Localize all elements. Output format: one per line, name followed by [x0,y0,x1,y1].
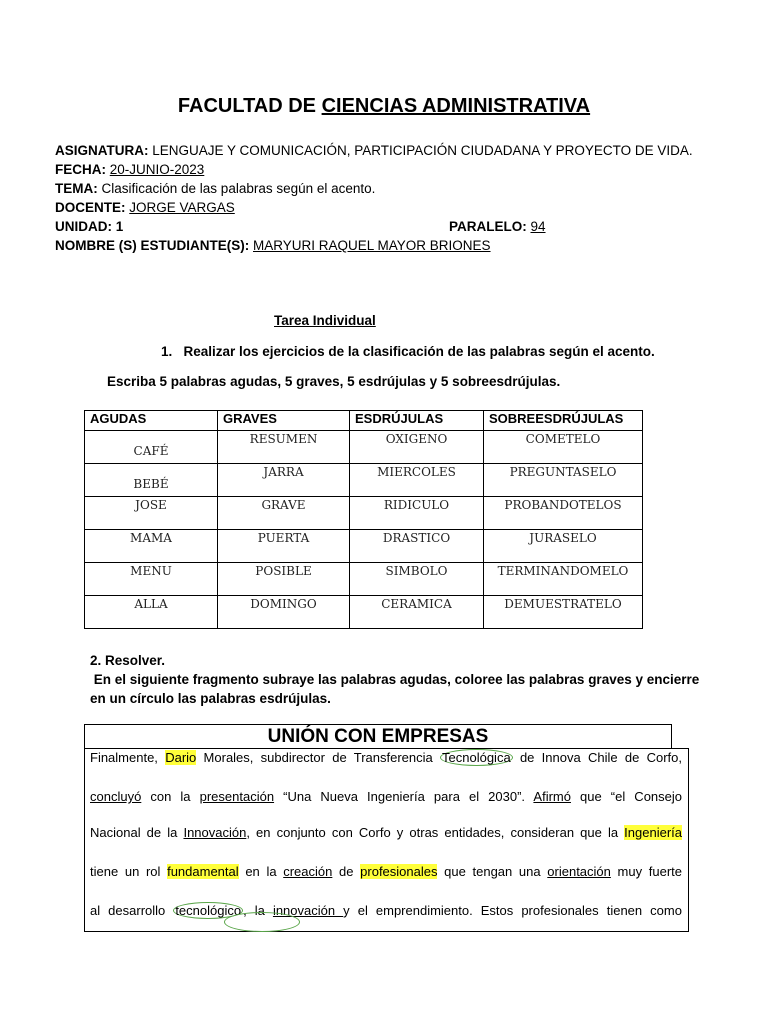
page-title [0,95,768,118]
table-row [85,563,643,596]
tema-line [55,179,375,198]
text-run: de Innova Chile de Corfo, [512,750,682,765]
cell-word: PUERTA [257,531,310,545]
cell-word: OXIGENO [385,432,448,446]
text-run: muy fuerte [610,864,683,879]
table-cell [484,464,643,497]
underlined-word: innovación [272,903,344,918]
cell-word: DRASTICO [382,531,451,545]
cell-word: PREGUNTASELO [509,465,617,479]
cell-word: MENU [130,564,172,578]
table-cell [85,497,218,530]
section2-line1: En el siguiente fragmento subraye las palabras agudas, coloree las palabras graves y encierre [90,672,700,687]
table-cell [484,563,643,596]
table-cell [484,596,643,629]
text-run: que tengan una [437,864,548,879]
fecha-value: 20-JUNIO-2023 [109,162,205,177]
underlined-word: creación [283,864,333,879]
asignatura-label: ASIGNATURA: [55,143,149,158]
text-run: que “el Consejo [570,789,683,804]
header-agudas: AGUDAS [85,411,218,431]
header-graves: GRAVES [218,411,350,431]
table-row [85,431,643,464]
text-run: “Una Nueva Ingeniería para el 2030”. [274,789,534,804]
table-cell [85,530,218,563]
text-run: Finalmente, [90,750,166,765]
paralelo-label: PARALELO: [449,219,531,234]
task-instruction: Escriba 5 palabras agudas, 5 graves, 5 esdrújulas y 5 sobreesdrújulas. [107,374,561,389]
header-esdrujulas: ESDRÚJULAS [350,411,484,431]
section2-line2: en un círculo las palabras esdrújulas. [90,691,331,706]
cell-word: MAMA [130,531,172,545]
table-cell [85,464,218,497]
asignatura-value: LENGUAJE Y COMUNICACIÓN, PARTICIPACIÓN CIUDADANA Y PROYECTO DE VIDA. [148,143,693,158]
text-run: y el emprendimiento. Estos profesionales tienen como [343,903,682,918]
docente-value: JORGE VARGAS [129,200,235,215]
table-row [85,497,643,530]
tema-value: Clasificación de las palabras según el acento. [97,181,376,196]
task-title: Tarea Individual [274,313,376,328]
paragraph-line-1 [90,750,682,765]
underlined-word: presentación [199,789,275,804]
table-cell [218,497,350,530]
cell-word: DOMINGO [250,597,317,611]
table-cell [218,596,350,629]
paralelo-value: 94 [530,219,546,234]
cell-word: JURASELO [529,531,597,545]
nombre-label: NOMBRE (S) ESTUDIANTE(S): [55,238,253,253]
cell-word: JARRA [263,465,304,479]
underlined-word: concluyó [90,789,142,804]
unidad-line [55,217,123,236]
text-run: Morales, subdirector de Transferencia [196,750,441,765]
classification-table [84,410,643,629]
table-cell [484,497,643,530]
table-cell [484,530,643,563]
text-run: con la [141,789,200,804]
tema-label: TEMA: [55,181,98,196]
table-row [85,530,643,563]
box-title: UNIÓN CON EMPRESAS [84,724,672,749]
docente-label: DOCENTE: [55,200,130,215]
underlined-word: orientación [547,864,611,879]
nombre-value: MARYURI RAQUEL MAYOR BRIONES [253,238,491,253]
table-cell [350,497,484,530]
text-run: , en conjunto con Corfo y otras entidades, consideran que la [246,825,625,840]
paralelo-line [449,217,546,236]
table-cell [350,431,484,464]
fecha-line [55,160,204,179]
table-cell [218,563,350,596]
cell-word: DEMUESTRATELO [504,597,622,611]
text-run: tiene un rol [90,864,168,879]
cell-word: CERAMICA [381,597,452,611]
cell-word: RIDICULO [383,498,450,512]
table-cell [484,431,643,464]
green-circle-mark [224,912,300,932]
underlined-word: Afirmó [533,789,571,804]
table-cell [350,464,484,497]
cell-word: POSIBLE [255,564,312,578]
cell-word: GRAVE [261,498,306,512]
table-cell [218,431,350,464]
title-prefix: FACULTAD DE [177,95,322,117]
circled-word: tecnológico [175,903,242,918]
cell-word: BEBÉ [133,477,169,491]
table-cell [85,563,218,596]
paragraph-line-3 [90,825,682,840]
table-cell [85,431,218,464]
table-cell [350,596,484,629]
table-cell [218,530,350,563]
cell-word: TERMINANDOMELO [497,564,629,578]
table-cell [350,530,484,563]
cell-word: PROBANDOTELOS [504,498,622,512]
paragraph-line-5 [90,903,682,918]
cell-word: SIMBOLO [385,564,448,578]
table-row [85,464,643,497]
paragraph-line-4 [90,864,682,879]
title-underlined: CIENCIAS ADMINISTRATIVA [321,95,591,117]
highlighted-word: Ingeniería [624,825,682,840]
highlighted-word: profesionales [360,864,438,879]
asignatura-line [55,141,693,160]
cell-word: MIERCOLES [377,465,456,479]
docente-line [55,198,235,217]
paragraph-line-2 [90,789,682,804]
cell-word: ALLA [134,597,168,611]
underlined-word: Innovación [183,825,247,840]
text-run: al desarrollo [90,903,174,918]
unidad-label: UNIDAD: 1 [55,219,124,234]
task-item-1: 1. Realizar los ejercicios de la clasificación de las palabras según el acento. [161,344,655,359]
cell-word: JOSE [135,498,167,512]
cell-word: CAFÉ [133,444,169,458]
table-header-row [85,411,643,431]
circled-word: Tecnológica [442,750,511,765]
fecha-label: FECHA: [55,162,110,177]
text-run: Nacional de la [90,825,184,840]
nombre-line [55,236,491,255]
header-sobreesdrujulas: SOBREESDRÚJULAS [484,411,643,431]
table-row [85,596,643,629]
highlighted-word: fundamental [167,864,239,879]
table-cell [218,464,350,497]
cell-word: RESUMEN [249,432,318,446]
text-run: de [332,864,361,879]
section2-heading: 2. Resolver. [90,653,166,668]
table-cell [85,596,218,629]
text-run: , la [243,903,273,918]
text-run: en la [238,864,284,879]
table-cell [350,563,484,596]
cell-word: COMETELO [525,432,601,446]
highlighted-word: Dario [165,750,197,765]
